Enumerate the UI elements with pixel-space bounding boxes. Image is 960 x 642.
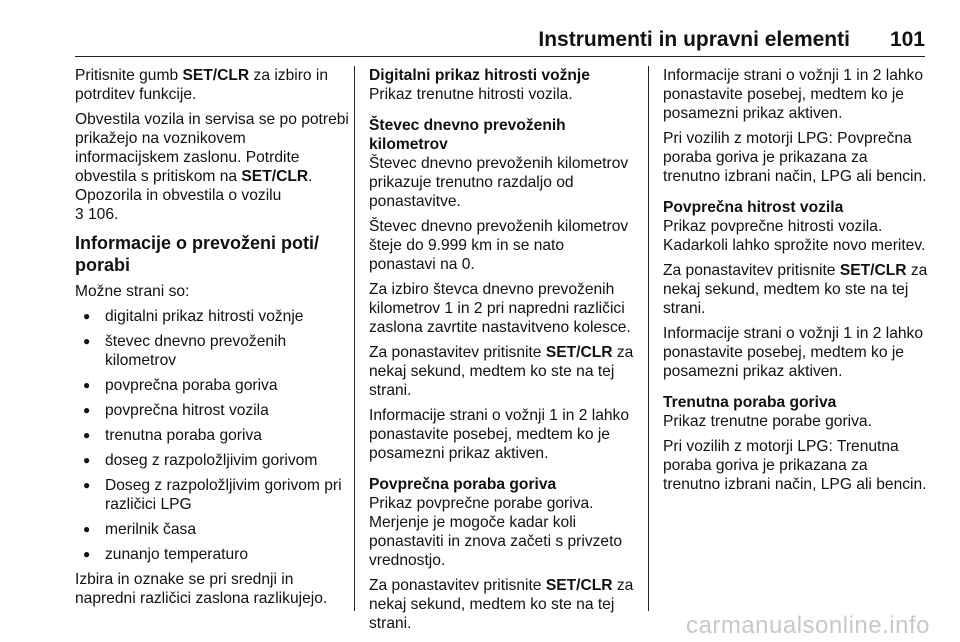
list-item: ● digitalni prikaz hitrosti vožnje bbox=[75, 307, 350, 326]
column-left bbox=[75, 66, 350, 614]
button-name: SET/CLR bbox=[182, 67, 250, 84]
paragraph: Za ponastavitev pritisnite SET/CLR za nekaj sekund, medtem ko ste na tej strani. bbox=[663, 262, 928, 317]
list-item: ● zunanjo temperaturo bbox=[75, 545, 350, 564]
paragraph: Prikaz trenutne porabe goriva. bbox=[663, 413, 872, 430]
paragraph: Števec dnevno prevoženih kilometrov prikazuje trenutno razdaljo od ponastavitve. bbox=[369, 155, 629, 210]
subsection-heading: Števec dnevno prevoženih kilometrov bbox=[369, 117, 566, 153]
subsection-heading: Povprečna hitrost vozila bbox=[663, 199, 844, 216]
subsection-heading: Digitalni prikaz hitrosti vožnje bbox=[369, 67, 590, 84]
list-item: ● Doseg z razpoložljivim gorivom pri različici LPG bbox=[75, 476, 350, 514]
list-item: ● povprečna hitrost vozila bbox=[75, 401, 350, 420]
button-name: SET/CLR bbox=[241, 168, 309, 185]
list-item: ● povprečna poraba goriva bbox=[75, 376, 350, 395]
paragraph: Obvestila vozila in servisa se po potrebi prikažejo na voznikovem informacijskem zaslonu. Potrdite obvestila s pritiskom na SET/CLR. Opozorila in obvestila o vozilu 3 106. bbox=[75, 111, 349, 223]
paragraph: Za ponastavitev pritisnite SET/CLR za nekaj sekund, medtem ko ste na tej strani. bbox=[369, 344, 634, 399]
watermark: carmanualsonline.info bbox=[686, 612, 930, 639]
pages-list bbox=[75, 307, 350, 564]
column-right bbox=[663, 66, 928, 500]
paragraph: Informacije strani o vožnji 1 in 2 lahko ponastavite posebej, medtem ko je posamezni prikaz aktiven. bbox=[663, 67, 924, 122]
paragraph: Pri vozilih z motorji LPG: Povprečna poraba goriva je prikazana za trenutno izbrani način, LPG ali bencin. bbox=[663, 130, 927, 185]
page-reference: 3 106. bbox=[75, 206, 119, 223]
header-divider bbox=[75, 56, 925, 57]
paragraph: Prikaz povprečne porabe goriva. Merjenje je mogoče kadar koli ponastaviti in znova začeti s privzeto vrednostjo. bbox=[369, 495, 623, 569]
paragraph: Informacije strani o vožnji 1 in 2 lahko ponastavite posebej, medtem ko je posamezni prikaz aktiven. bbox=[663, 325, 924, 380]
button-name: SET/CLR bbox=[545, 344, 613, 361]
button-name: SET/CLR bbox=[545, 577, 613, 594]
subsection-heading: Trenutna poraba goriva bbox=[663, 394, 837, 411]
paragraph: Izbira in oznake se pri srednji in napredni različici zaslona razlikujejo. bbox=[75, 571, 328, 607]
paragraph: Prikaz povprečne hitrosti vozila. Kadarkoli lahko sprožite novo meritev. bbox=[663, 218, 926, 254]
paragraph: Pri vozilih z motorji LPG: Trenutna poraba goriva je prikazana za trenutno izbrani način, LPG ali bencin. bbox=[663, 438, 927, 493]
list-item: ● doseg z razpoložljivim gorivom bbox=[75, 451, 350, 470]
page-number: 101 bbox=[889, 28, 925, 51]
page-title: Instrumenti in upravni elementi bbox=[538, 28, 850, 51]
paragraph: Števec dnevno prevoženih kilometrov šteje do 9.999 km in se nato ponastavi na 0. bbox=[369, 218, 629, 273]
paragraph: Za ponastavitev pritisnite SET/CLR za nekaj sekund, medtem ko ste na tej strani. bbox=[369, 577, 634, 632]
list-item: ● merilnik časa bbox=[75, 520, 350, 539]
paragraph: Pritisnite gumb SET/CLR za izbiro in potrditev funkcije. bbox=[75, 67, 329, 103]
list-item: ● števec dnevno prevoženih kilometrov bbox=[75, 332, 350, 370]
subsection-heading: Povprečna poraba goriva bbox=[369, 476, 557, 493]
paragraph: Prikaz trenutne hitrosti vozila. bbox=[369, 86, 573, 103]
column-middle bbox=[369, 66, 634, 639]
paragraph: Informacije strani o vožnji 1 in 2 lahko ponastavite posebej, medtem ko je posamezni prikaz aktiven. bbox=[369, 407, 630, 462]
list-intro: Možne strani so: bbox=[75, 283, 190, 300]
paragraph: Za izbiro števca dnevno prevoženih kilometrov 1 in 2 pri napredni različici zaslona zavrtite nastavitveno kolesce. bbox=[369, 281, 631, 336]
page-header bbox=[75, 26, 925, 54]
column-divider bbox=[354, 66, 355, 611]
button-name: SET/CLR bbox=[839, 262, 907, 279]
column-divider bbox=[648, 66, 649, 611]
list-item: ● trenutna poraba goriva bbox=[75, 426, 350, 445]
section-heading: Informacije o prevoženi poti/ porabi bbox=[75, 233, 320, 275]
